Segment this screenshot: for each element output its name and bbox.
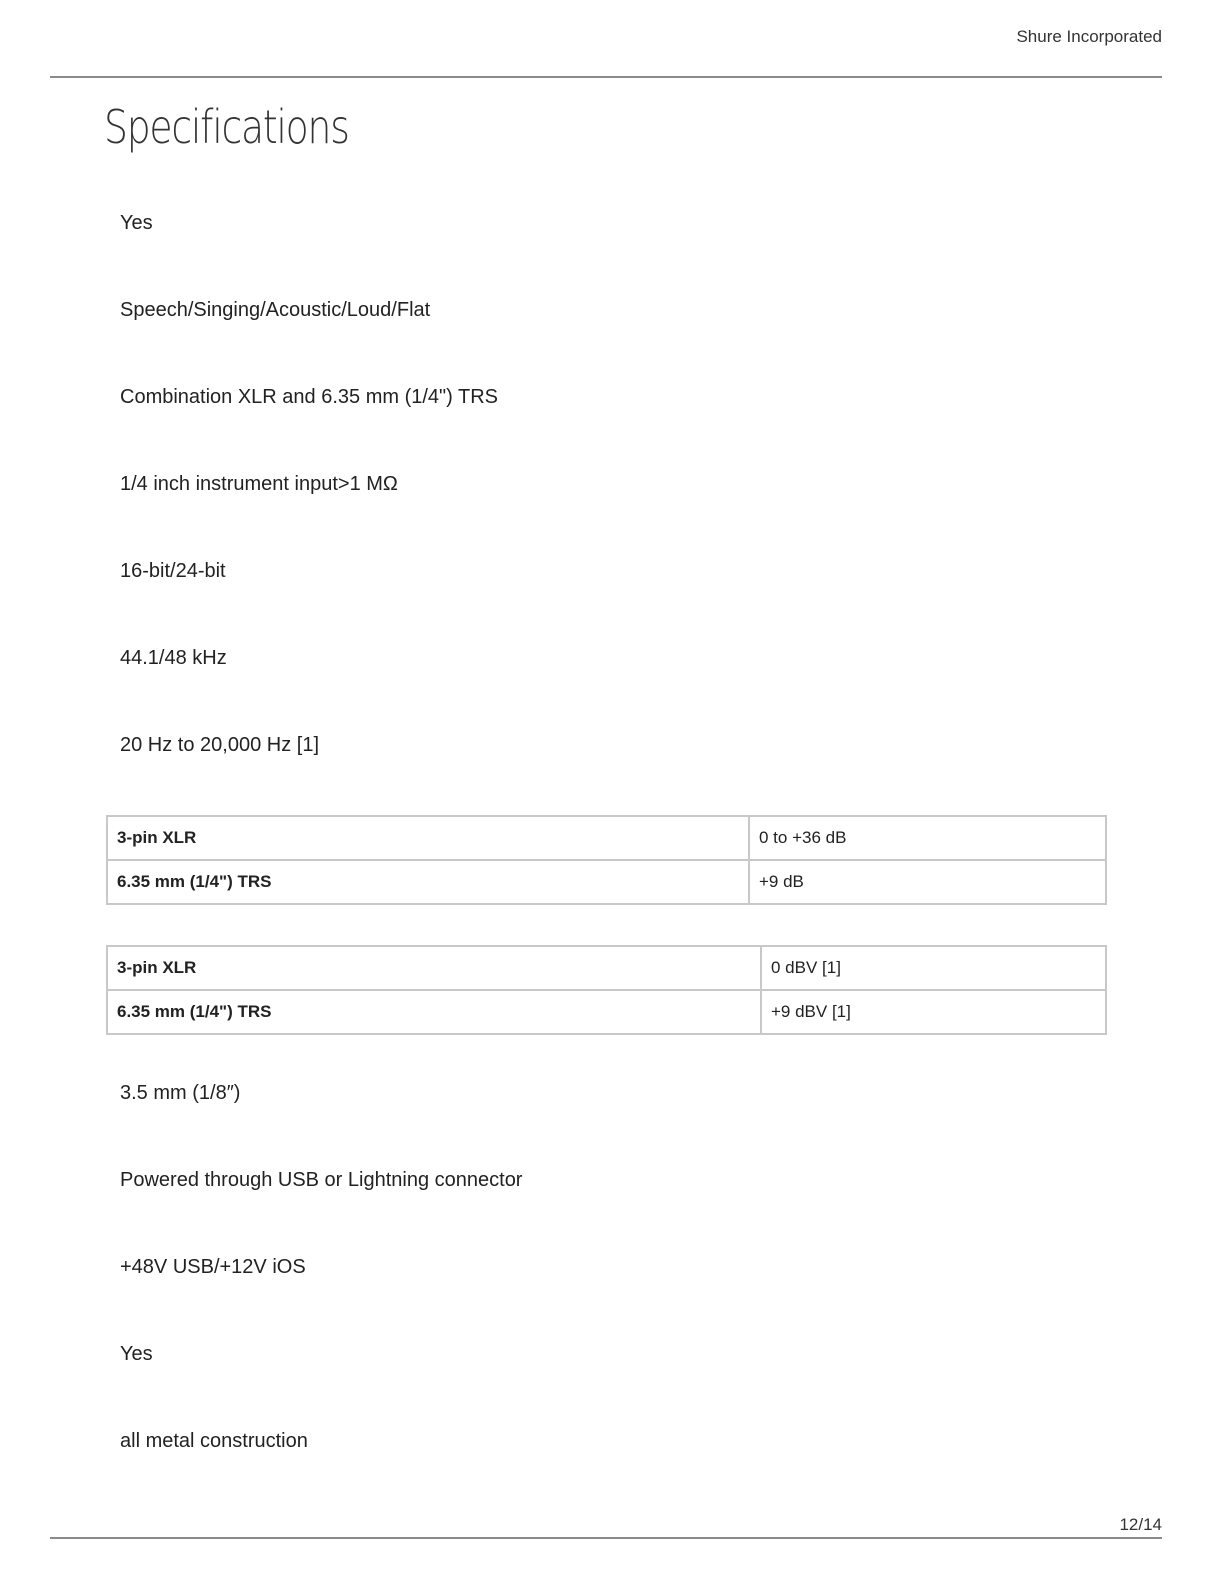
input-level-table — [106, 945, 1107, 1035]
footer-divider — [50, 1537, 1162, 1539]
page-number: 12/14 — [1119, 1515, 1162, 1534]
table-cell-value: +9 dBV [1] — [761, 990, 1106, 1034]
table-row — [107, 860, 1106, 904]
spec-value: Speech/Singing/Acoustic/Loud/Flat — [120, 299, 431, 321]
table-row — [107, 816, 1106, 860]
table-row — [107, 990, 1106, 1034]
spec-value: 44.1/48 kHz — [120, 647, 227, 669]
spec-value: Powered through USB or Lightning connector — [120, 1169, 523, 1191]
spec-value: 20 Hz to 20,000 Hz [1] — [120, 734, 320, 756]
spec-value: Yes — [120, 1343, 153, 1365]
table-cell-value: +9 dB — [749, 860, 1106, 904]
table-cell-label: 6.35 mm (1/4") TRS — [107, 990, 761, 1034]
table-cell-value: 0 to +36 dB — [749, 816, 1106, 860]
company-name: Shure Incorporated — [1016, 27, 1162, 46]
table-cell-label: 6.35 mm (1/4") TRS — [107, 860, 749, 904]
table-row — [107, 946, 1106, 990]
page-title: Specifications — [104, 100, 349, 154]
spec-value: all metal construction — [120, 1430, 308, 1452]
spec-value: 3.5 mm (1/8″) — [120, 1082, 241, 1104]
table-cell-value: 0 dBV [1] — [761, 946, 1106, 990]
gain-table — [106, 815, 1107, 905]
spec-value: +48V USB/+12V iOS — [120, 1256, 306, 1278]
spec-value: Yes — [120, 212, 153, 234]
table-cell-label: 3-pin XLR — [107, 946, 761, 990]
spec-value: 1/4 inch instrument input>1 MΩ — [120, 473, 398, 495]
spec-value: Combination XLR and 6.35 mm (1/4") TRS — [120, 386, 499, 408]
table-cell-label: 3-pin XLR — [107, 816, 749, 860]
spec-value: 16-bit/24-bit — [120, 560, 226, 582]
header-divider — [50, 76, 1162, 78]
